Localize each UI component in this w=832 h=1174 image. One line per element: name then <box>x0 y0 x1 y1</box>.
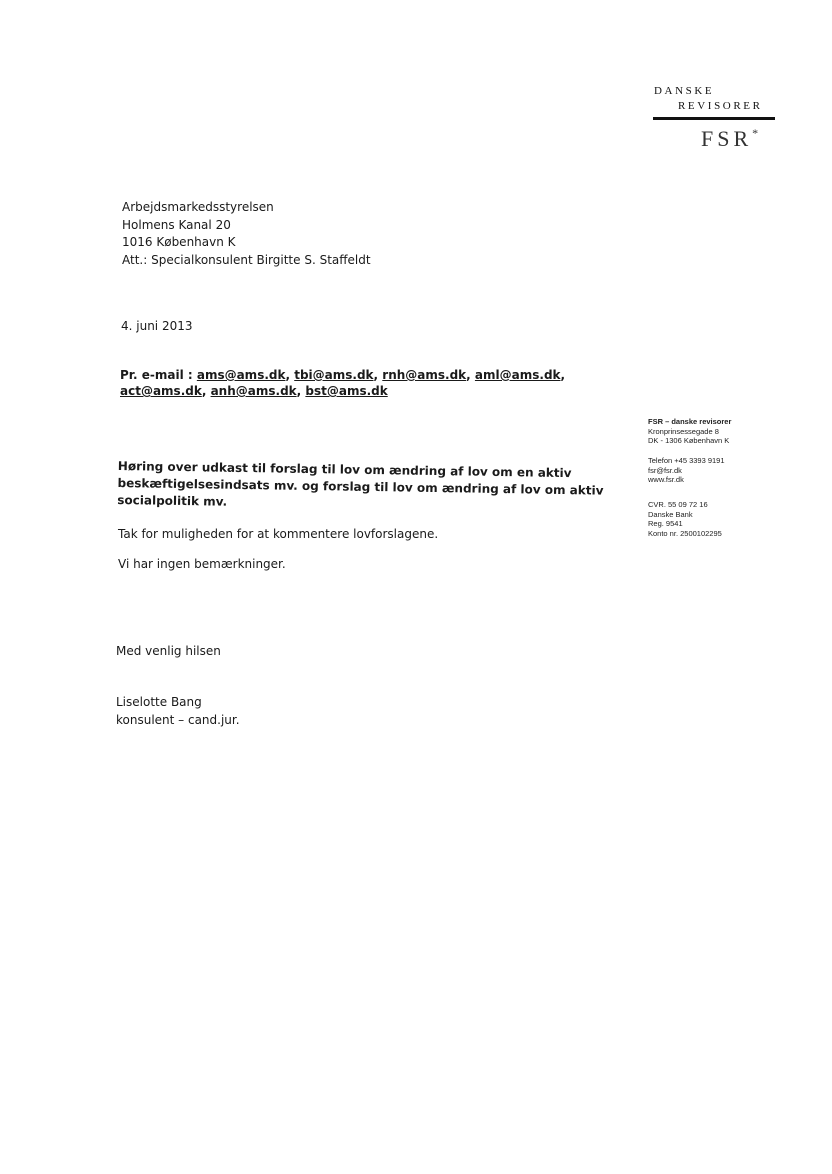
sender-bank: Danske Bank <box>648 509 693 519</box>
recipient-line: 1016 København K <box>122 235 236 249</box>
email-line-1 <box>120 367 565 383</box>
sender-website[interactable]: www.fsr.dk <box>648 475 684 485</box>
email-prefix: Pr. e-mail : <box>120 368 197 382</box>
letter-date: 4. juni 2013 <box>121 319 193 333</box>
closing-greeting: Med venlig hilsen <box>116 644 221 658</box>
email-separator: , <box>285 368 295 382</box>
email-line-2 <box>120 383 565 399</box>
email-link-rnh[interactable]: rnh@ams.dk <box>382 368 467 382</box>
email-separator: , <box>560 368 566 382</box>
sender-city: DK - 1306 København K <box>648 436 730 446</box>
sender-street: Kronprinsessegade 8 <box>648 426 719 436</box>
sender-org-name: FSR – danske revisorer <box>648 417 732 426</box>
signature-name: Liselotte Bang <box>116 695 202 709</box>
letter-subject: Høring over udkast til forslag til lov om ændring af lov om en aktiv beskæftigelsesindsats mv. og forslag til lov om ændring af lov om aktiv socialpolitik mv. <box>117 458 604 509</box>
recipient-line: Holmens Kanal 20 <box>122 217 231 232</box>
email-link-tbi[interactable]: tbi@ams.dk <box>294 368 374 382</box>
email-separator: , <box>466 368 475 382</box>
sender-contact <box>648 456 725 485</box>
email-recipients <box>120 367 565 399</box>
sender-bank-info <box>648 500 722 538</box>
logo-divider <box>653 117 775 120</box>
signature-block <box>116 694 240 730</box>
logo-text-danske: DANSKE <box>654 85 715 97</box>
fsr-logo-star: * <box>752 126 759 140</box>
email-separator: , <box>201 384 211 398</box>
email-link-act[interactable]: act@ams.dk <box>120 384 202 398</box>
sender-address <box>648 417 731 446</box>
email-separator: , <box>373 368 383 382</box>
recipient-line: Att.: Specialkonsulent Birgitte S. Staffeldt <box>122 252 371 267</box>
body-paragraph-no-remarks: Vi har ingen bemærkninger. <box>118 557 286 571</box>
sender-phone: Telefon +45 3393 9191 <box>648 456 725 465</box>
logo-text-revisorer: REVISORER <box>678 100 763 112</box>
body-paragraph-thanks: Tak for muligheden for at kommentere lovforslagene. <box>118 527 439 541</box>
email-link-bst[interactable]: bst@ams.dk <box>305 384 388 398</box>
recipient-line: Arbejdsmarkedsstyrelsen <box>122 200 274 214</box>
email-link-ams[interactable]: ams@ams.dk <box>196 368 286 382</box>
signature-title: konsulent – cand.jur. <box>116 713 240 727</box>
sender-email[interactable]: fsr@fsr.dk <box>648 465 682 475</box>
fsr-logo-mark <box>701 121 758 151</box>
sender-cvr: CVR. 55 09 72 16 <box>648 500 708 509</box>
email-link-anh[interactable]: anh@ams.dk <box>210 384 297 398</box>
fsr-logo-letters: FSR <box>701 126 753 151</box>
sender-reg: Reg. 9541 <box>648 519 683 529</box>
recipient-address <box>122 199 371 269</box>
sender-account: Konto nr. 2500102295 <box>648 528 722 538</box>
email-link-aml[interactable]: aml@ams.dk <box>474 368 561 382</box>
email-separator: , <box>296 384 306 398</box>
